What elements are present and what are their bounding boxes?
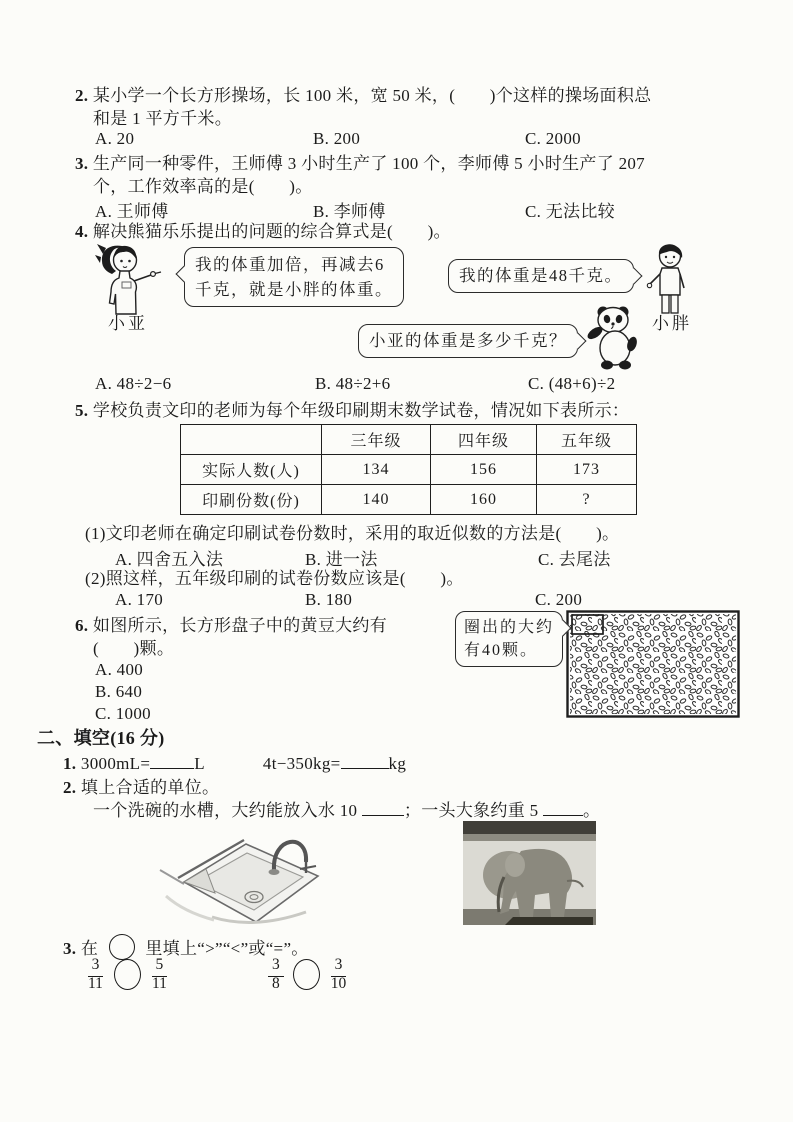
q5-sub2-option-a: A. 170 bbox=[115, 590, 164, 609]
q3-option-b: B. 李师傅 bbox=[313, 202, 386, 221]
speech-bubble-panda: 小亚的体重是多少千克？ bbox=[358, 324, 578, 358]
q2-option-c: C. 2000 bbox=[525, 129, 581, 148]
question-5-text: 5. 学校负责文印的老师为每个年级印刷期末数学试卷，情况如下表所示： bbox=[75, 401, 630, 420]
table-header-row bbox=[181, 425, 637, 455]
compare-circle bbox=[114, 959, 141, 990]
beans-plate-image bbox=[566, 610, 740, 718]
q5-sub1-option-c: C. 去尾法 bbox=[538, 550, 611, 569]
table-cell: 三年级 bbox=[322, 425, 431, 455]
bean-count-bubble: 圈出的大约 有40颗。 bbox=[455, 611, 563, 667]
q5-sub1-option-b: B. 进一法 bbox=[305, 550, 378, 569]
question-2-line-1: 2. 某小学一个长方形操场，长 100 米，宽 50 米，( )个这样的操场面积总 bbox=[75, 86, 652, 105]
blank-line bbox=[150, 753, 194, 769]
q2-option-a: A. 20 bbox=[95, 129, 135, 148]
q4-option-a: A. 48÷2−6 bbox=[95, 374, 172, 393]
q2-option-b: B. 200 bbox=[313, 129, 361, 148]
bubble-tail bbox=[176, 266, 193, 283]
label-xiaoya: 小亚 bbox=[108, 314, 148, 333]
q4-option-c: C. (48+6)÷2 bbox=[528, 374, 616, 393]
print-count-table bbox=[180, 424, 637, 515]
q4-option-b: B. 48÷2+6 bbox=[315, 374, 391, 393]
q6-option-a: A. 400 bbox=[95, 660, 144, 679]
q3-option-a: A. 王师傅 bbox=[95, 202, 169, 221]
fill-item-2-title: 2. 填上合适的单位。 bbox=[63, 778, 220, 797]
fill-item-3-title: 3. 在 里填上“>”“<”或“=”。 bbox=[63, 934, 309, 960]
question-6-number: 6. bbox=[75, 616, 89, 635]
q5-sub2-text: (2)照这样，五年级印刷的试卷份数应该是( )。 bbox=[85, 569, 464, 588]
boy-xiaopang-illustration bbox=[646, 243, 694, 315]
blank-line bbox=[362, 800, 404, 816]
question-6-line-2: ( )颗。 bbox=[93, 639, 175, 658]
question-5-number: 5. bbox=[75, 401, 89, 420]
q6-option-c: C. 1000 bbox=[95, 704, 151, 723]
table-cell: 156 bbox=[431, 455, 537, 485]
fraction: $\frac{5}{11}$ bbox=[151, 956, 167, 992]
q5-sub1-text: (1)文印老师在确定印刷试卷份数时，采用的取近似数的方法是( )。 bbox=[85, 524, 620, 543]
label-xiaopang: 小胖 bbox=[652, 314, 692, 333]
table-cell: ? bbox=[537, 485, 637, 515]
table-cell: 五年级 bbox=[537, 425, 637, 455]
table-cell bbox=[181, 425, 322, 455]
elephant-photo bbox=[463, 821, 596, 925]
q5-sub1-option-a: A. 四舍五入法 bbox=[115, 550, 224, 569]
blank-line bbox=[341, 753, 389, 769]
question-3-number: 3. bbox=[75, 154, 89, 173]
comparison-2 bbox=[268, 957, 348, 991]
q3-option-c: C. 无法比较 bbox=[525, 202, 615, 221]
table-cell: 实际人数(人) bbox=[181, 455, 322, 485]
fraction: $\frac{3}{10}$ bbox=[330, 956, 347, 992]
question-3-line-2: 个，工作效率高的是( )。 bbox=[93, 177, 313, 196]
comparison-1 bbox=[86, 957, 169, 991]
question-6-line-1: 6. 如图所示，长方形盘子中的黄豆大约有 bbox=[75, 616, 388, 635]
q6-option-b: B. 640 bbox=[95, 682, 143, 701]
q5-sub2-option-b: B. 180 bbox=[305, 590, 353, 609]
table-cell: 134 bbox=[322, 455, 431, 485]
table-row bbox=[181, 485, 637, 515]
speech-bubble-xiaopang: 我的体重是48千克。 bbox=[448, 259, 634, 293]
fill-item-2-line: 一个洗碗的水槽，大约能放入水 10 ；一头大象约重 5 。 bbox=[93, 801, 601, 820]
fraction: $\frac{3}{8}$ bbox=[268, 957, 284, 991]
table-cell: 四年级 bbox=[431, 425, 537, 455]
bubble-tail bbox=[625, 268, 642, 285]
compare-circle bbox=[293, 959, 320, 990]
q5-sub2-option-c: C. 200 bbox=[535, 590, 583, 609]
blank-line bbox=[543, 800, 583, 816]
sink-photo bbox=[154, 820, 334, 932]
question-4-number: 4. bbox=[75, 222, 89, 241]
fill-item-1: 1. 3000mL= L 4t−350kg= kg bbox=[63, 754, 407, 773]
table-cell: 印刷份数(份) bbox=[181, 485, 322, 515]
table-row bbox=[181, 455, 637, 485]
question-4-text: 4. 解决熊猫乐乐提出的问题的综合算式是( )。 bbox=[75, 222, 451, 241]
table-cell: 173 bbox=[537, 455, 637, 485]
girl-xiaoya-illustration bbox=[94, 242, 164, 316]
table-cell: 140 bbox=[322, 485, 431, 515]
question-2-number: 2. bbox=[75, 86, 89, 105]
table-cell: 160 bbox=[431, 485, 537, 515]
question-2-line-2: 和是 1 平方千米。 bbox=[93, 109, 232, 128]
speech-bubble-xiaoya: 我的体重加倍，再减去6 千克，就是小胖的体重。 bbox=[184, 247, 404, 307]
fraction: $\frac{3}{11}$ bbox=[88, 956, 103, 992]
panda-illustration bbox=[582, 304, 646, 370]
section-2-heading: 二、填空(16 分) bbox=[37, 728, 165, 748]
question-3-line-1: 3. 生产同一种零件，王师傅 3 小时生产了 100 个，李师傅 5 小时生产了 207 bbox=[75, 154, 645, 173]
